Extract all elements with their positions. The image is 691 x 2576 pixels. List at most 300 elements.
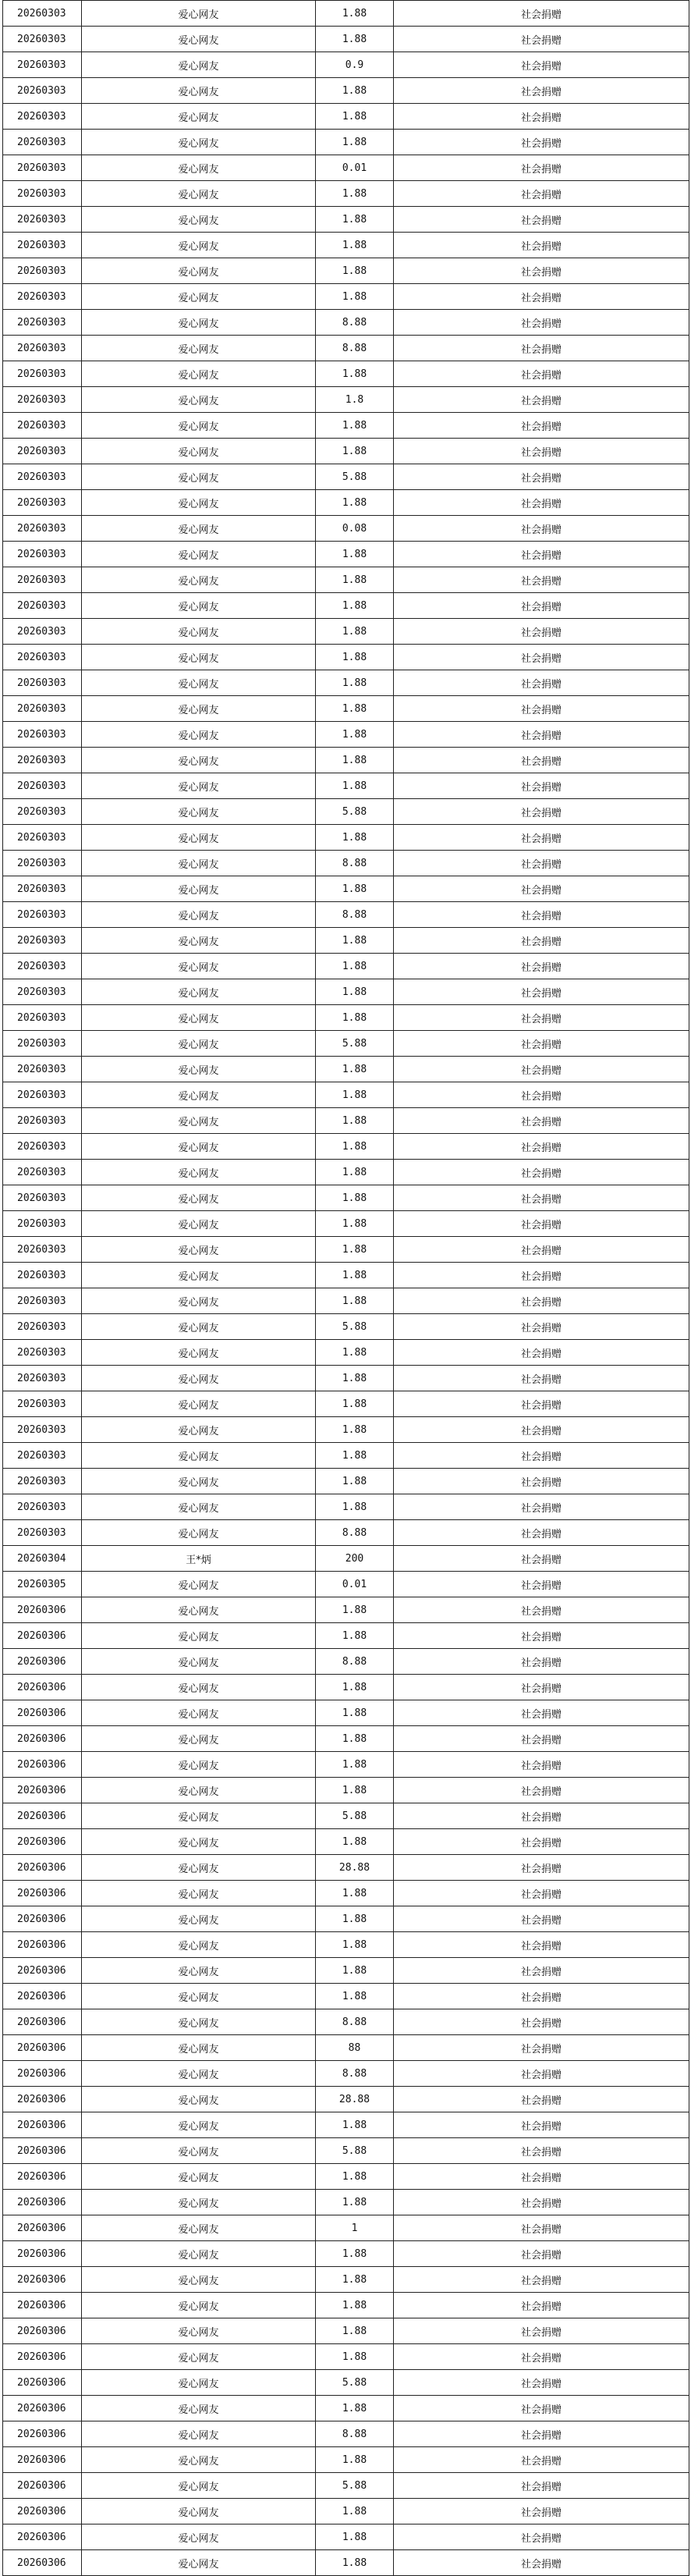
amount-cell: 1.88 <box>316 567 394 593</box>
date-cell: 20260303 <box>3 516 82 542</box>
amount-cell: 8.88 <box>316 310 394 336</box>
amount-cell: 8.88 <box>316 851 394 876</box>
table-row <box>3 1752 689 1778</box>
date-cell: 20260303 <box>3 928 82 954</box>
donor-cell: 爱心网友 <box>82 1160 316 1185</box>
donation-type-cell: 社会捐赠 <box>394 52 689 78</box>
date-cell: 20260303 <box>3 851 82 876</box>
donation-type-cell: 社会捐赠 <box>394 1134 689 1160</box>
amount-cell: 1.88 <box>316 1160 394 1185</box>
table-row <box>3 2241 689 2267</box>
donation-type-cell: 社会捐赠 <box>394 1031 689 1057</box>
table-row <box>3 1134 689 1160</box>
amount-cell: 1.88 <box>316 979 394 1005</box>
donor-cell: 爱心网友 <box>82 181 316 207</box>
donation-type-cell: 社会捐赠 <box>394 27 689 52</box>
table-row <box>3 52 689 78</box>
donor-cell: 爱心网友 <box>82 258 316 284</box>
donor-cell: 爱心网友 <box>82 799 316 825</box>
amount-cell: 1.88 <box>316 130 394 155</box>
date-cell: 20260306 <box>3 2087 82 2112</box>
date-cell: 20260306 <box>3 2035 82 2061</box>
donor-cell: 爱心网友 <box>82 310 316 336</box>
table-row <box>3 1417 689 1443</box>
donation-type-cell: 社会捐赠 <box>394 310 689 336</box>
table-row <box>3 1597 689 1623</box>
date-cell: 20260303 <box>3 1494 82 1520</box>
table-row <box>3 104 689 130</box>
date-cell: 20260306 <box>3 2473 82 2499</box>
donation-type-cell: 社会捐赠 <box>394 258 689 284</box>
donation-type-cell: 社会捐赠 <box>394 1649 689 1675</box>
donation-type-cell: 社会捐赠 <box>394 413 689 439</box>
donation-type-cell: 社会捐赠 <box>394 336 689 361</box>
amount-cell: 1.88 <box>316 773 394 799</box>
donor-cell: 爱心网友 <box>82 902 316 928</box>
date-cell: 20260306 <box>3 2061 82 2087</box>
donor-cell: 爱心网友 <box>82 2190 316 2215</box>
table-row <box>3 2318 689 2344</box>
donation-type-cell: 社会捐赠 <box>394 876 689 902</box>
donor-cell: 爱心网友 <box>82 464 316 490</box>
donor-cell: 爱心网友 <box>82 2473 316 2499</box>
donor-cell: 爱心网友 <box>82 2164 316 2190</box>
amount-cell: 28.88 <box>316 1855 394 1881</box>
date-cell: 20260303 <box>3 1263 82 1288</box>
donor-cell: 爱心网友 <box>82 1700 316 1726</box>
date-cell: 20260306 <box>3 2112 82 2138</box>
table-row <box>3 1932 689 1958</box>
table-row <box>3 1160 689 1185</box>
table-row <box>3 258 689 284</box>
donation-type-cell: 社会捐赠 <box>394 1108 689 1134</box>
donor-cell: 爱心网友 <box>82 2215 316 2241</box>
donor-cell: 爱心网友 <box>82 1288 316 1314</box>
amount-cell: 0.01 <box>316 1572 394 1597</box>
amount-cell: 1.88 <box>316 2550 394 2576</box>
table-row <box>3 1391 689 1417</box>
donation-type-cell: 社会捐赠 <box>394 2318 689 2344</box>
donor-cell: 爱心网友 <box>82 2241 316 2267</box>
table-row <box>3 155 689 181</box>
date-cell: 20260306 <box>3 1881 82 1906</box>
donor-cell: 爱心网友 <box>82 825 316 851</box>
amount-cell: 1.88 <box>316 1263 394 1288</box>
amount-cell: 1.88 <box>316 1932 394 1958</box>
donor-cell: 爱心网友 <box>82 1211 316 1237</box>
amount-cell: 1.88 <box>316 2267 394 2293</box>
donation-type-cell: 社会捐赠 <box>394 1185 689 1211</box>
date-cell: 20260306 <box>3 2267 82 2293</box>
donation-type-cell: 社会捐赠 <box>394 593 689 619</box>
date-cell: 20260306 <box>3 1726 82 1752</box>
amount-cell: 28.88 <box>316 2087 394 2112</box>
donor-cell: 爱心网友 <box>82 593 316 619</box>
donor-cell: 爱心网友 <box>82 1494 316 1520</box>
donation-type-cell: 社会捐赠 <box>394 1726 689 1752</box>
amount-cell: 1.88 <box>316 361 394 387</box>
amount-cell: 1.88 <box>316 1134 394 1160</box>
donation-type-cell: 社会捐赠 <box>394 1391 689 1417</box>
donor-cell: 爱心网友 <box>82 439 316 464</box>
amount-cell: 1.88 <box>316 2241 394 2267</box>
donation-type-cell: 社会捐赠 <box>394 2550 689 2576</box>
amount-cell: 5.88 <box>316 2473 394 2499</box>
amount-cell: 1.88 <box>316 645 394 670</box>
donation-type-cell: 社会捐赠 <box>394 1881 689 1906</box>
date-cell: 20260303 <box>3 1391 82 1417</box>
date-cell: 20260303 <box>3 1082 82 1108</box>
amount-cell: 5.88 <box>316 1314 394 1340</box>
amount-cell: 5.88 <box>316 2138 394 2164</box>
donor-cell: 爱心网友 <box>82 2499 316 2524</box>
donation-type-cell: 社会捐赠 <box>394 696 689 722</box>
date-cell: 20260305 <box>3 1572 82 1597</box>
date-cell: 20260306 <box>3 1932 82 1958</box>
amount-cell: 1.88 <box>316 233 394 258</box>
amount-cell: 1.88 <box>316 2293 394 2318</box>
table-row <box>3 1211 689 1237</box>
table-row <box>3 516 689 542</box>
donor-cell: 爱心网友 <box>82 1134 316 1160</box>
donor-cell: 爱心网友 <box>82 1185 316 1211</box>
table-row <box>3 542 689 567</box>
donor-cell: 爱心网友 <box>82 207 316 233</box>
date-cell: 20260306 <box>3 1778 82 1803</box>
donation-type-cell: 社会捐赠 <box>394 619 689 645</box>
date-cell: 20260303 <box>3 979 82 1005</box>
donor-cell: 爱心网友 <box>82 1829 316 1855</box>
amount-cell: 200 <box>316 1546 394 1572</box>
amount-cell: 1.88 <box>316 1494 394 1520</box>
donor-cell: 爱心网友 <box>82 2550 316 2576</box>
date-cell: 20260306 <box>3 2241 82 2267</box>
date-cell: 20260304 <box>3 1546 82 1572</box>
table-row <box>3 876 689 902</box>
table-row <box>3 1906 689 1932</box>
date-cell: 20260306 <box>3 1752 82 1778</box>
donation-type-cell: 社会捐赠 <box>394 130 689 155</box>
donation-type-cell: 社会捐赠 <box>394 2138 689 2164</box>
date-cell: 20260303 <box>3 1314 82 1340</box>
donation-type-cell: 社会捐赠 <box>394 645 689 670</box>
table-row <box>3 207 689 233</box>
donation-type-cell: 社会捐赠 <box>394 542 689 567</box>
donor-cell: 爱心网友 <box>82 1752 316 1778</box>
table-row <box>3 696 689 722</box>
date-cell: 20260303 <box>3 722 82 748</box>
table-row <box>3 1082 689 1108</box>
table-row <box>3 490 689 516</box>
date-cell: 20260306 <box>3 2190 82 2215</box>
donation-type-cell: 社会捐赠 <box>394 1005 689 1031</box>
donation-type-cell: 社会捐赠 <box>394 439 689 464</box>
amount-cell: 1.88 <box>316 1211 394 1237</box>
donation-type-cell: 社会捐赠 <box>394 954 689 979</box>
donor-cell: 爱心网友 <box>82 1597 316 1623</box>
amount-cell: 1.88 <box>316 1752 394 1778</box>
table-row <box>3 799 689 825</box>
donation-type-cell: 社会捐赠 <box>394 78 689 104</box>
donation-type-cell: 社会捐赠 <box>394 1263 689 1288</box>
date-cell: 20260306 <box>3 2318 82 2344</box>
amount-cell: 1.88 <box>316 1185 394 1211</box>
table-row <box>3 2499 689 2524</box>
donor-cell: 爱心网友 <box>82 1958 316 1984</box>
date-cell: 20260306 <box>3 2009 82 2035</box>
table-row <box>3 1288 689 1314</box>
table-row <box>3 619 689 645</box>
amount-cell: 1.88 <box>316 284 394 310</box>
table-row <box>3 825 689 851</box>
donor-cell: 爱心网友 <box>82 2447 316 2473</box>
date-cell: 20260306 <box>3 2396 82 2421</box>
amount-cell: 1.88 <box>316 928 394 954</box>
donor-cell: 爱心网友 <box>82 876 316 902</box>
donor-cell: 爱心网友 <box>82 2087 316 2112</box>
donation-type-cell: 社会捐赠 <box>394 2087 689 2112</box>
donation-type-cell: 社会捐赠 <box>394 1675 689 1700</box>
table-row <box>3 1520 689 1546</box>
amount-cell: 1.88 <box>316 1623 394 1649</box>
donation-type-cell: 社会捐赠 <box>394 464 689 490</box>
donor-cell: 爱心网友 <box>82 773 316 799</box>
amount-cell: 1.88 <box>316 1237 394 1263</box>
amount-cell: 1.88 <box>316 1958 394 1984</box>
donation-type-cell: 社会捐赠 <box>394 1778 689 1803</box>
donation-type-cell: 社会捐赠 <box>394 1906 689 1932</box>
donation-type-cell: 社会捐赠 <box>394 1469 689 1494</box>
amount-cell: 1.88 <box>316 2396 394 2421</box>
date-cell: 20260306 <box>3 2138 82 2164</box>
donation-type-cell: 社会捐赠 <box>394 902 689 928</box>
date-cell: 20260303 <box>3 670 82 696</box>
donor-cell: 爱心网友 <box>82 1237 316 1263</box>
donation-type-cell: 社会捐赠 <box>394 1340 689 1366</box>
table-row <box>3 439 689 464</box>
donation-type-cell: 社会捐赠 <box>394 1520 689 1546</box>
date-cell: 20260306 <box>3 1803 82 1829</box>
date-cell: 20260303 <box>3 361 82 387</box>
amount-cell: 1.88 <box>316 78 394 104</box>
donor-cell: 爱心网友 <box>82 1984 316 2009</box>
amount-cell: 1.88 <box>316 2318 394 2344</box>
donation-type-cell: 社会捐赠 <box>394 1443 689 1469</box>
donor-cell: 爱心网友 <box>82 2112 316 2138</box>
donation-type-cell: 社会捐赠 <box>394 928 689 954</box>
donation-table <box>2 0 689 2576</box>
date-cell: 20260303 <box>3 1057 82 1082</box>
amount-cell: 1.88 <box>316 104 394 130</box>
donor-cell: 爱心网友 <box>82 722 316 748</box>
table-row <box>3 2447 689 2473</box>
donation-type-cell: 社会捐赠 <box>394 1700 689 1726</box>
date-cell: 20260303 <box>3 78 82 104</box>
donor-cell: 爱心网友 <box>82 52 316 78</box>
amount-cell: 1.88 <box>316 1057 394 1082</box>
donation-type-cell: 社会捐赠 <box>394 825 689 851</box>
donation-type-cell: 社会捐赠 <box>394 2396 689 2421</box>
donor-cell: 爱心网友 <box>82 1391 316 1417</box>
donor-cell: 爱心网友 <box>82 2370 316 2396</box>
amount-cell: 1.88 <box>316 1829 394 1855</box>
date-cell: 20260306 <box>3 2370 82 2396</box>
date-cell: 20260303 <box>3 593 82 619</box>
amount-cell: 5.88 <box>316 1031 394 1057</box>
amount-cell: 1.88 <box>316 490 394 516</box>
amount-cell: 1.88 <box>316 1700 394 1726</box>
table-row <box>3 954 689 979</box>
donor-cell: 爱心网友 <box>82 233 316 258</box>
table-row <box>3 284 689 310</box>
date-cell: 20260303 <box>3 1108 82 1134</box>
amount-cell: 1.88 <box>316 876 394 902</box>
date-cell: 20260303 <box>3 902 82 928</box>
donation-type-cell: 社会捐赠 <box>394 1984 689 2009</box>
date-cell: 20260303 <box>3 645 82 670</box>
table-row <box>3 336 689 361</box>
donation-type-cell: 社会捐赠 <box>394 773 689 799</box>
donor-cell: 爱心网友 <box>82 1906 316 1932</box>
date-cell: 20260303 <box>3 542 82 567</box>
amount-cell: 1.8 <box>316 387 394 413</box>
amount-cell: 1.88 <box>316 1726 394 1752</box>
donation-type-cell: 社会捐赠 <box>394 1366 689 1391</box>
donor-cell: 爱心网友 <box>82 619 316 645</box>
amount-cell: 1.88 <box>316 1443 394 1469</box>
donation-type-cell: 社会捐赠 <box>394 284 689 310</box>
table-row <box>3 1185 689 1211</box>
donor-cell: 爱心网友 <box>82 27 316 52</box>
amount-cell: 0.9 <box>316 52 394 78</box>
table-row <box>3 310 689 336</box>
date-cell: 20260306 <box>3 1649 82 1675</box>
donation-type-cell: 社会捐赠 <box>394 1314 689 1340</box>
table-row <box>3 2164 689 2190</box>
table-row <box>3 1958 689 1984</box>
donation-type-cell: 社会捐赠 <box>394 979 689 1005</box>
date-cell: 20260303 <box>3 1185 82 1211</box>
donor-cell: 爱心网友 <box>82 516 316 542</box>
donation-type-cell: 社会捐赠 <box>394 2499 689 2524</box>
donor-cell: 爱心网友 <box>82 1520 316 1546</box>
amount-cell: 1.88 <box>316 2112 394 2138</box>
donation-type-cell: 社会捐赠 <box>394 387 689 413</box>
date-cell: 20260303 <box>3 52 82 78</box>
table-row <box>3 1803 689 1829</box>
donation-type-cell: 社会捐赠 <box>394 1932 689 1958</box>
donation-type-cell: 社会捐赠 <box>394 2524 689 2550</box>
table-row <box>3 1572 689 1597</box>
donation-type-cell: 社会捐赠 <box>394 1057 689 1082</box>
date-cell: 20260303 <box>3 284 82 310</box>
amount-cell: 1.88 <box>316 413 394 439</box>
donor-cell: 爱心网友 <box>82 1623 316 1649</box>
table-row <box>3 233 689 258</box>
table-row <box>3 1005 689 1031</box>
date-cell: 20260306 <box>3 1829 82 1855</box>
donation-type-cell: 社会捐赠 <box>394 2344 689 2370</box>
donor-cell: 爱心网友 <box>82 2138 316 2164</box>
table-row <box>3 1469 689 1494</box>
amount-cell: 1.88 <box>316 1082 394 1108</box>
date-cell: 20260306 <box>3 2293 82 2318</box>
donor-cell: 爱心网友 <box>82 1675 316 1700</box>
donation-type-cell: 社会捐赠 <box>394 181 689 207</box>
donation-type-cell: 社会捐赠 <box>394 490 689 516</box>
table-row <box>3 1031 689 1057</box>
amount-cell: 1.88 <box>316 207 394 233</box>
donor-cell: 爱心网友 <box>82 2267 316 2293</box>
table-row <box>3 1237 689 1263</box>
amount-cell: 1.88 <box>316 722 394 748</box>
table-row <box>3 1366 689 1391</box>
table-row <box>3 2215 689 2241</box>
donation-type-cell: 社会捐赠 <box>394 1 689 27</box>
donor-cell: 爱心网友 <box>82 1649 316 1675</box>
amount-cell: 1.88 <box>316 619 394 645</box>
donor-cell: 爱心网友 <box>82 1572 316 1597</box>
table-row <box>3 2293 689 2318</box>
amount-cell: 1.88 <box>316 1288 394 1314</box>
date-cell: 20260306 <box>3 1700 82 1726</box>
date-cell: 20260303 <box>3 1340 82 1366</box>
donation-type-cell: 社会捐赠 <box>394 2447 689 2473</box>
date-cell: 20260303 <box>3 954 82 979</box>
amount-cell: 1.88 <box>316 1391 394 1417</box>
donor-cell: 爱心网友 <box>82 2009 316 2035</box>
donor-cell: 爱心网友 <box>82 670 316 696</box>
amount-cell: 1.88 <box>316 27 394 52</box>
donor-cell: 爱心网友 <box>82 1263 316 1288</box>
donor-cell: 爱心网友 <box>82 696 316 722</box>
date-cell: 20260306 <box>3 1855 82 1881</box>
date-cell: 20260306 <box>3 2447 82 2473</box>
donation-type-cell: 社会捐赠 <box>394 2112 689 2138</box>
donation-type-cell: 社会捐赠 <box>394 155 689 181</box>
donor-cell: 爱心网友 <box>82 1932 316 1958</box>
date-cell: 20260306 <box>3 2344 82 2370</box>
table-row <box>3 2344 689 2370</box>
date-cell: 20260303 <box>3 619 82 645</box>
donation-type-cell: 社会捐赠 <box>394 2421 689 2447</box>
table-row <box>3 567 689 593</box>
table-row <box>3 2473 689 2499</box>
table-row <box>3 1649 689 1675</box>
date-cell: 20260306 <box>3 1906 82 1932</box>
donation-type-cell: 社会捐赠 <box>394 1829 689 1855</box>
date-cell: 20260306 <box>3 1958 82 1984</box>
table-row <box>3 1314 689 1340</box>
date-cell: 20260303 <box>3 258 82 284</box>
table-row <box>3 1829 689 1855</box>
amount-cell: 8.88 <box>316 2061 394 2087</box>
amount-cell: 1.88 <box>316 1906 394 1932</box>
donation-type-cell: 社会捐赠 <box>394 1160 689 1185</box>
donor-cell: 爱心网友 <box>82 542 316 567</box>
donor-cell: 爱心网友 <box>82 155 316 181</box>
table-row <box>3 2421 689 2447</box>
donor-cell: 爱心网友 <box>82 851 316 876</box>
donation-type-cell: 社会捐赠 <box>394 2215 689 2241</box>
donor-cell: 爱心网友 <box>82 2524 316 2550</box>
donation-type-cell: 社会捐赠 <box>394 2164 689 2190</box>
table-row <box>3 2550 689 2576</box>
donation-type-cell: 社会捐赠 <box>394 2190 689 2215</box>
table-row <box>3 78 689 104</box>
table-row <box>3 130 689 155</box>
donor-cell: 爱心网友 <box>82 1726 316 1752</box>
